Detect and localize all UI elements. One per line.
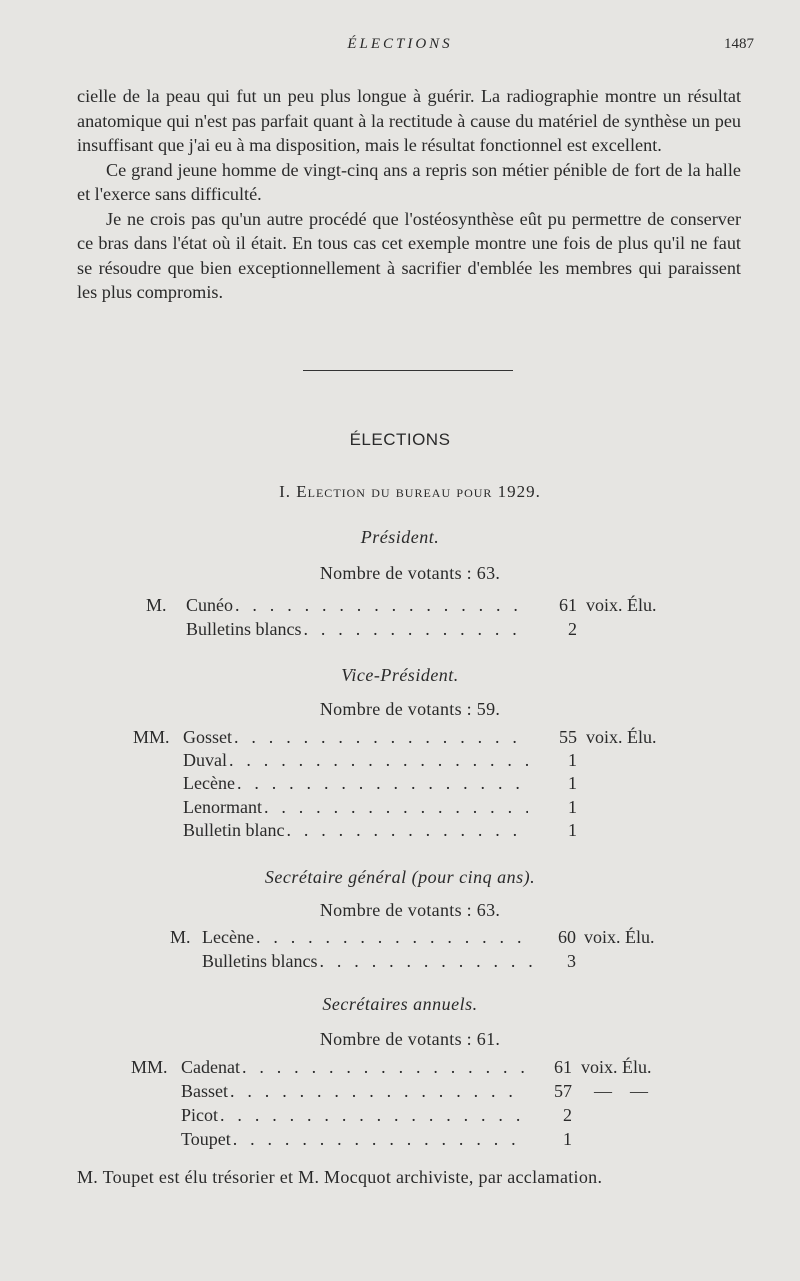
candidate-name: Duval (183, 750, 227, 770)
vote-count: 2 (563, 1105, 572, 1125)
candidate-name: Lecène (202, 927, 254, 947)
vote-count: 60 (558, 927, 576, 947)
votants-count: Nombre de votants : 59. (319, 699, 501, 719)
vote-count: 1 (568, 750, 577, 770)
vote-count: 1 (563, 1129, 572, 1149)
candidate-name: Bulletins blancs (202, 951, 318, 971)
votants-count: Nombre de votants : 63. (319, 563, 501, 583)
subheading (0, 482, 800, 502)
candidate-name: Bulletins blancs (186, 619, 302, 639)
candidate-name: Bulletin blanc (183, 820, 285, 840)
vote-prefix: M. (146, 595, 167, 615)
closing-line: M. Toupet est élu trésorier et M. Mocquot archiviste, par acclamation. (77, 1167, 603, 1187)
vote-row (170, 951, 680, 975)
vote-row (133, 773, 678, 797)
section-divider (303, 370, 513, 371)
vote-row (133, 820, 678, 844)
office-title-secretaire-general: Secrétaire général (pour cinq ans). (264, 867, 536, 887)
candidate-name: Toupet (181, 1129, 231, 1149)
votants-count: Nombre de votants : 63. (319, 900, 501, 920)
vote-row (170, 927, 680, 951)
candidate-name: Cadenat (181, 1057, 240, 1077)
candidate-name: Lenormant (183, 797, 262, 817)
candidate-name: Lecène (183, 773, 235, 793)
candidate-name: Cunéo (186, 595, 233, 615)
vote-row (131, 1105, 679, 1129)
page-number: 1487 (724, 36, 754, 52)
vote-count: 3 (567, 951, 576, 971)
vote-result: voix. Élu. (586, 727, 657, 747)
vote-count: 1 (568, 797, 577, 817)
paragraph: cielle de la peau qui fut un peu plus longue à guérir. La radiographie montre un résultat anatomique qui n'est pas parfait quant à la rectitude à cause du matériel de synthèse un peu insuffisant que j'ai eu à ma disposition, mais le résultat fonctionnel est excellent. (77, 86, 741, 155)
vote-row (131, 1057, 679, 1081)
vote-result: voix. Élu. (581, 1057, 652, 1077)
vote-count: 55 (559, 727, 577, 747)
vote-prefix: MM. (131, 1057, 168, 1077)
subheading-text: Election du bureau pour (296, 482, 493, 501)
vote-row (131, 1129, 679, 1153)
vote-row (133, 750, 678, 774)
vote-count: 1 (568, 773, 577, 793)
vote-row (146, 595, 676, 619)
vote-result: voix. Élu. (584, 927, 655, 947)
votants-count: Nombre de votants : 61. (319, 1029, 501, 1049)
vote-result: — — (594, 1081, 648, 1101)
subheading-year: 1929. (497, 482, 541, 501)
vote-prefix: M. (170, 927, 191, 947)
vote-count: 61 (554, 1057, 572, 1077)
vote-row (131, 1081, 679, 1105)
vote-row (146, 619, 676, 643)
office-title-vice-president: Vice-Président. (341, 665, 459, 685)
paragraph: Ce grand jeune homme de vingt-cinq ans a repris son métier pénible de fort de la halle et l'exerce sans difficulté. (77, 159, 741, 204)
vote-count: 2 (568, 619, 577, 639)
vote-row (133, 797, 678, 821)
vote-count: 61 (559, 595, 577, 615)
candidate-name: Picot (181, 1105, 219, 1125)
candidate-name: Gosset (183, 727, 232, 747)
subheading-number: I. (279, 482, 292, 501)
vote-count: 57 (554, 1081, 572, 1101)
office-title-president: Président. (360, 527, 440, 547)
vote-result: voix. Élu. (586, 595, 657, 615)
vote-row (133, 727, 678, 751)
running-header (0, 36, 800, 58)
vote-prefix: MM. (133, 727, 170, 747)
vote-count: 1 (568, 820, 577, 840)
running-title: ÉLECTIONS (347, 36, 453, 52)
candidate-name: Basset (181, 1081, 228, 1101)
body-text (77, 84, 741, 305)
section-heading: ÉLECTIONS (349, 430, 451, 449)
paragraph: Je ne crois pas qu'un autre procédé que l'ostéosynthèse eût pu permettre de conserver ce bras dans l'état où il était. En tous cas cet exemple montre une fois de plus qu'il ne faut se résoudre que bien exceptionnellement à sacrifier d'emblée les membres qui paraissent les plus compromis. (77, 208, 741, 302)
office-title-secretaires-annuels: Secrétaires annuels. (322, 994, 478, 1014)
